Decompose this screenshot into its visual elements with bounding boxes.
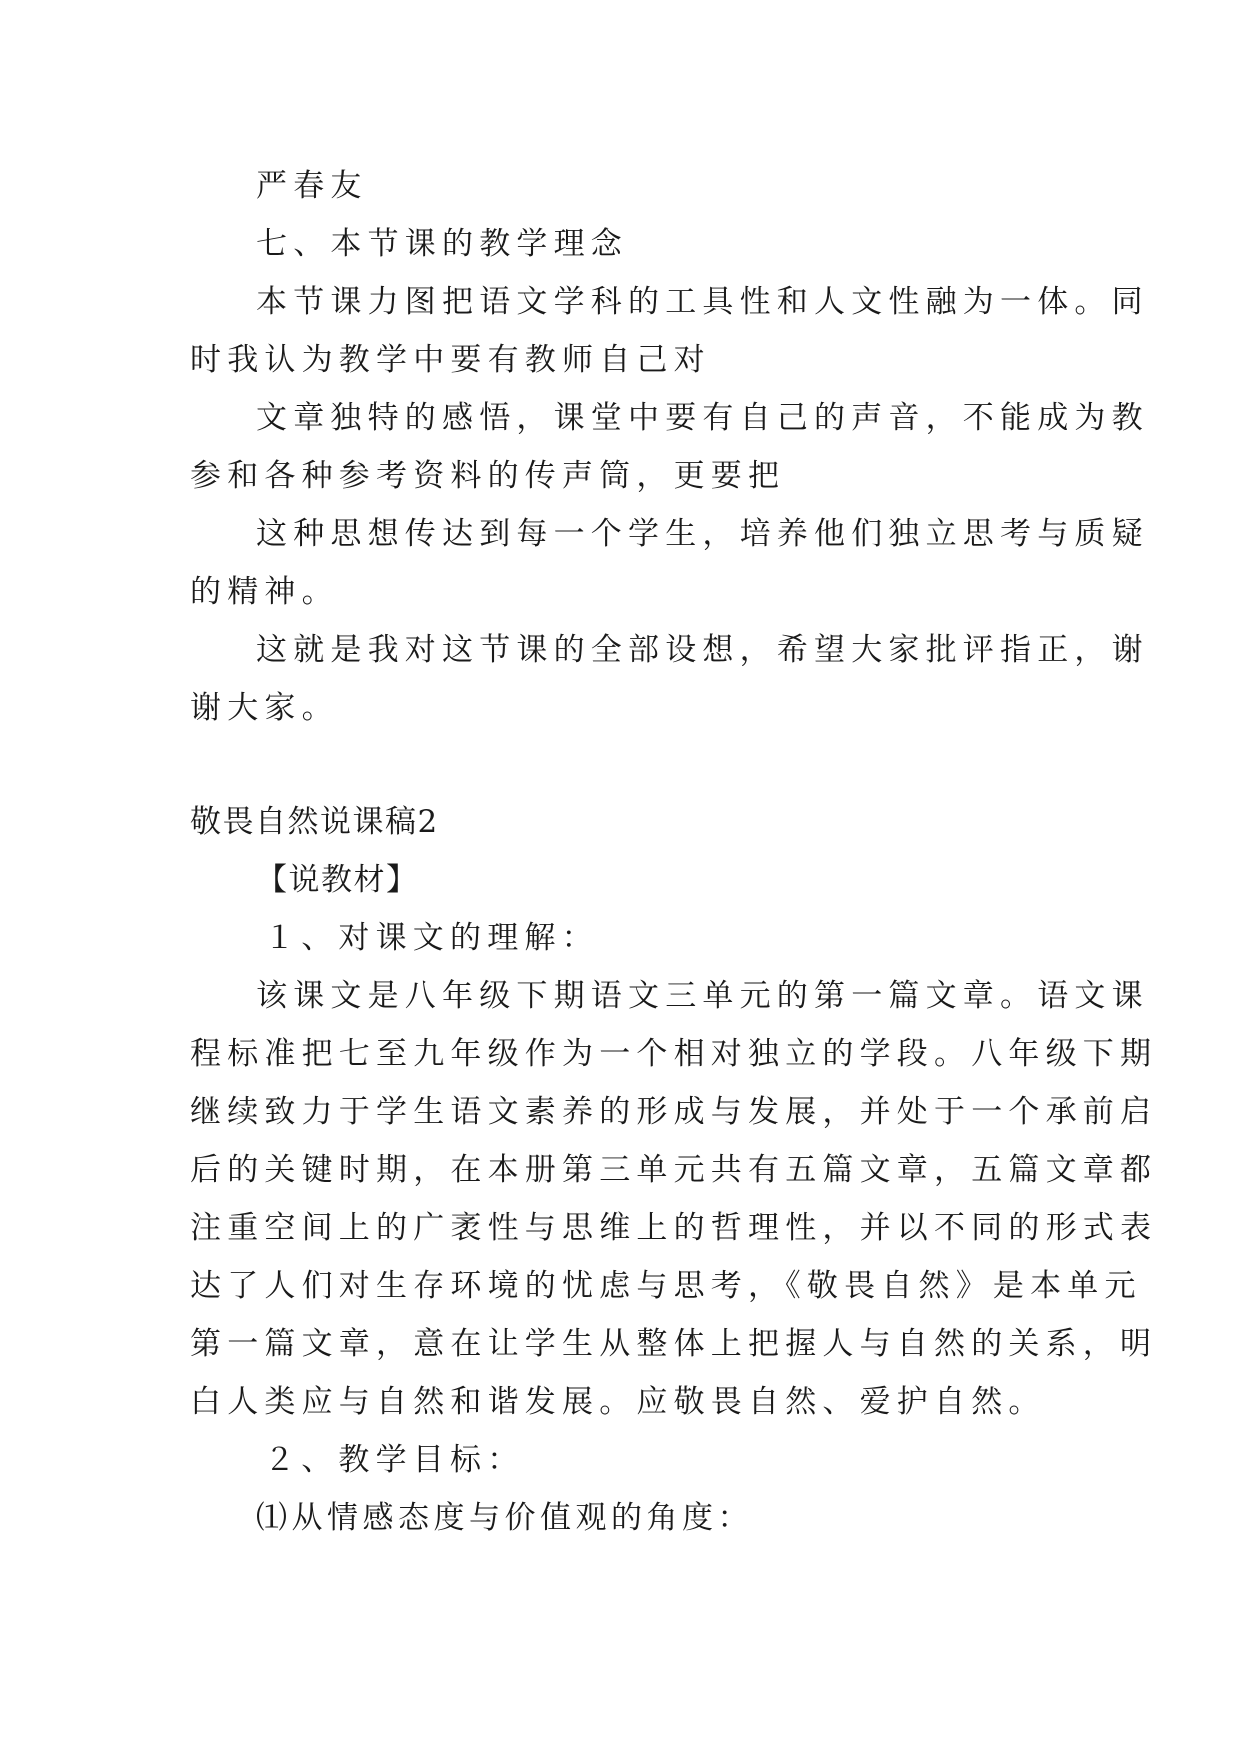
paragraph-line: 该课文是八年级下期语文三单元的第一篇文章。语文课 — [256, 978, 1149, 1014]
paragraph-line: 谢大家。 — [190, 690, 339, 726]
paragraph-line: 这种思想传达到每一个学生，培养他们独立思考与质疑 — [256, 516, 1149, 552]
paragraph-line: 后的关键时期，在本册第三单元共有五篇文章，五篇文章都 — [190, 1152, 1158, 1188]
subsection-heading: １、对课文的理解： — [264, 920, 599, 956]
paragraph-line: 第一篇文章，意在让学生从整体上把握人与自然的关系，明 — [190, 1326, 1158, 1362]
paragraph-line: 的精神。 — [190, 574, 339, 610]
paragraph-line: 这就是我对这节课的全部设想，希望大家批评指正，谢 — [256, 632, 1149, 668]
subsection-heading: ２、教学目标： — [264, 1442, 525, 1478]
section-heading: 【说教材】 — [256, 862, 419, 898]
paragraph-line: 继续致力于学生语文素养的形成与发展，并处于一个承前启 — [190, 1094, 1158, 1130]
paragraph-line: 程标准把七至九年级作为一个相对独立的学段。八年级下期 — [190, 1036, 1158, 1072]
paragraph-line: 参和各种参考资料的传声筒，更要把 — [190, 458, 786, 494]
paragraph-line: 注重空间上的广袤性与思维上的哲理性，并以不同的形式表 — [190, 1210, 1158, 1246]
list-item: ⑴从情感态度与价值观的角度： — [256, 1500, 753, 1536]
paragraph-line: 达了人们对生存环境的忧虑与思考，《敬畏自然》是本单元 — [190, 1268, 1142, 1304]
paragraph-line: 文章独特的感悟，课堂中要有自己的声音，不能成为教 — [256, 400, 1149, 436]
paragraph-line: 本节课力图把语文学科的工具性和人文性融为一体。同 — [256, 284, 1149, 320]
section-heading: 七、本节课的教学理念 — [256, 226, 628, 262]
author-line: 严春友 — [256, 168, 368, 204]
document-title: 敬畏自然说课稿2 — [190, 804, 439, 840]
paragraph-line: 白人类应与自然和谐发展。应敬畏自然、爱护自然。 — [190, 1384, 1046, 1420]
paragraph-line: 时我认为教学中要有教师自己对 — [190, 342, 711, 378]
